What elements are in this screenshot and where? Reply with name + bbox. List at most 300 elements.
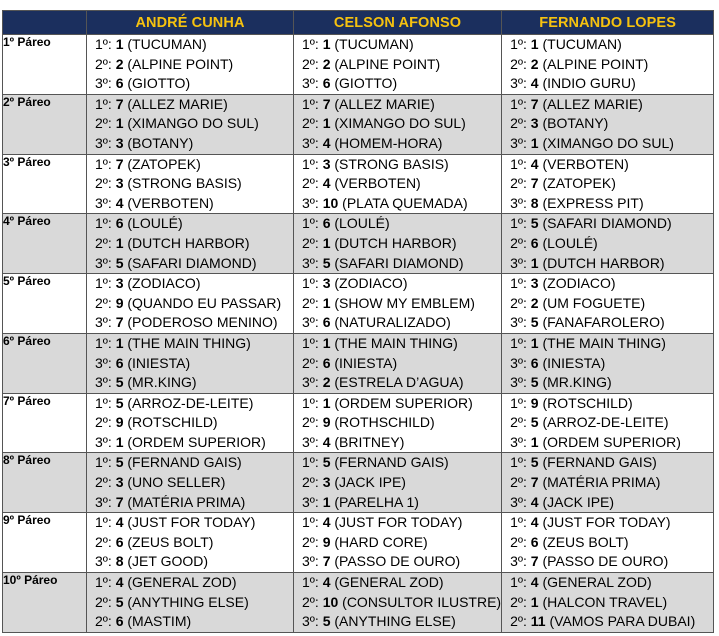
pick-line [294, 313, 501, 333]
horse-number: 6 [322, 314, 331, 331]
pick-line [502, 354, 713, 374]
race-row [3, 333, 714, 393]
pick-line [294, 413, 501, 433]
horse-number: 5 [322, 454, 331, 471]
horse-number: 3 [322, 474, 331, 491]
horse-name: (ZATOPEK) [542, 175, 616, 192]
race-label: 1º Páreo [3, 35, 87, 95]
horse-number: 5 [322, 613, 331, 630]
pick-line [294, 134, 501, 154]
pick-position: 3º: [510, 134, 527, 151]
pick-position: 1º: [95, 95, 112, 112]
pick-position: 2º: [302, 474, 319, 491]
pick-line [294, 493, 501, 513]
horse-name: (ZODIACO) [542, 275, 616, 292]
pick-line [87, 254, 293, 274]
pick-position: 1º: [302, 454, 319, 471]
horse-name: (DUTCH HARBOR) [542, 254, 665, 271]
horse-number: 7 [115, 95, 124, 112]
picks-table [2, 10, 714, 633]
horse-name: (SAFARI DIAMOND) [127, 254, 257, 271]
pick-position: 2º: [510, 593, 527, 610]
horse-name: (SAFARI DIAMOND) [542, 215, 672, 232]
horse-number: 1 [322, 234, 331, 251]
pick-cell [502, 154, 714, 214]
horse-number: 3 [322, 275, 331, 292]
pick-line [294, 573, 501, 593]
race-label: 3º Páreo [3, 154, 87, 214]
pick-position: 2º: [95, 593, 112, 610]
pick-line [502, 413, 713, 433]
pick-line [294, 174, 501, 194]
horse-number: 1 [322, 334, 331, 351]
horse-number: 5 [530, 454, 539, 471]
horse-number: 6 [322, 215, 331, 232]
pick-position: 3º: [510, 194, 527, 211]
pick-position: 2º: [510, 115, 527, 132]
pick-cell [502, 333, 714, 393]
pick-position: 1º: [510, 394, 527, 411]
horse-number: 5 [115, 454, 124, 471]
header-fernando-lopes: FERNANDO LOPES [502, 11, 714, 35]
horse-name: (JET GOOD) [127, 553, 209, 570]
horse-name: (GENERAL ZOD) [334, 574, 444, 591]
pick-cell [87, 214, 294, 274]
pick-line [87, 413, 293, 433]
pick-cell [502, 393, 714, 453]
pick-line [294, 35, 501, 55]
pick-position: 2º: [95, 234, 112, 251]
horse-name: (ORDEM SUPERIOR) [334, 394, 473, 411]
horse-number: 4 [322, 175, 331, 192]
pick-position: 1º: [510, 95, 527, 112]
horse-name: (ROTHSCHILD) [334, 414, 435, 431]
pick-line [294, 394, 501, 414]
horse-number: 4 [322, 433, 331, 450]
race-label: 7º Páreo [3, 393, 87, 453]
horse-number: 7 [322, 95, 331, 112]
horse-name: (UM FOGUETE) [542, 294, 646, 311]
horse-name: (MATÉRIA PRIMA) [127, 493, 246, 510]
pick-line [502, 174, 713, 194]
race-label: 4º Páreo [3, 214, 87, 274]
pick-line [502, 55, 713, 75]
horse-name: (SHOW MY EMBLEM) [334, 294, 475, 311]
pick-line [502, 274, 713, 294]
pick-cell [294, 35, 502, 95]
race-label: 2º Páreo [3, 94, 87, 154]
pick-position: 2º: [95, 474, 112, 491]
horse-number: 9 [115, 414, 124, 431]
pick-line [294, 552, 501, 572]
race-label: 10º Páreo [3, 573, 87, 633]
pick-line [87, 513, 293, 533]
horse-name: (LOULÉ) [334, 215, 390, 232]
pick-position: 1º: [302, 394, 319, 411]
pick-position: 2º: [302, 593, 319, 610]
pick-position: 1º: [95, 215, 112, 232]
horse-number: 9 [322, 414, 331, 431]
horse-number: 6 [530, 234, 539, 251]
pick-line [87, 573, 293, 593]
horse-name: (FERNAND GAIS) [334, 454, 449, 471]
horse-name: (HOMEM-HORA) [334, 134, 443, 151]
race-label: 5º Páreo [3, 274, 87, 334]
pick-position: 2º: [95, 533, 112, 550]
horse-number: 11 [530, 613, 546, 630]
pick-line [87, 294, 293, 314]
horse-name: (JACK IPE) [542, 493, 615, 510]
pick-position: 2º: [95, 55, 112, 72]
pick-line [502, 573, 713, 593]
horse-number: 4 [115, 514, 124, 531]
horse-number: 1 [115, 433, 124, 450]
pick-line [502, 433, 713, 453]
pick-cell [502, 214, 714, 274]
pick-position: 2º: [95, 115, 112, 132]
pick-cell [294, 513, 502, 573]
pick-position: 2º: [510, 613, 527, 630]
pick-line [502, 334, 713, 354]
horse-name: (VERBOTEN) [334, 175, 421, 192]
pick-cell [502, 513, 714, 573]
pick-position: 1º: [510, 334, 527, 351]
horse-name: (FERNAND GAIS) [127, 454, 242, 471]
horse-name: (BOTANY) [542, 115, 609, 132]
pick-position: 3º: [302, 194, 319, 211]
horse-number: 4 [530, 155, 539, 172]
horse-number: 6 [115, 613, 124, 630]
pick-cell [502, 453, 714, 513]
pick-position: 3º: [95, 75, 112, 92]
horse-name: (MR.KING) [127, 374, 197, 391]
pick-line [502, 114, 713, 134]
pick-position: 2º: [302, 354, 319, 371]
horse-number: 5 [322, 254, 331, 271]
horse-number: 4 [530, 574, 539, 591]
horse-number: 7 [530, 95, 539, 112]
pick-position: 3º: [302, 553, 319, 570]
pick-position: 2º: [302, 533, 319, 550]
pick-line [294, 214, 501, 234]
pick-cell [87, 35, 294, 95]
horse-number: 3 [115, 175, 124, 192]
pick-position: 2º: [95, 175, 112, 192]
horse-number: 6 [530, 354, 539, 371]
horse-name: (QUANDO EU PASSAR) [127, 294, 282, 311]
pick-line [87, 593, 293, 613]
pick-position: 2º: [302, 55, 319, 72]
pick-line [502, 74, 713, 94]
race-row [3, 274, 714, 334]
horse-name: (ARROZ-DE-LEITE) [542, 414, 669, 431]
pick-position: 3º: [302, 314, 319, 331]
horse-number: 6 [115, 354, 124, 371]
pick-line [294, 373, 501, 393]
horse-name: (HARD CORE) [334, 533, 428, 550]
pick-cell [87, 274, 294, 334]
horse-name: (VAMOS PARA DUBAI) [549, 613, 696, 630]
horse-number: 1 [115, 115, 124, 132]
pick-position: 2º: [510, 474, 527, 491]
pick-cell [294, 274, 502, 334]
horse-number: 10 [322, 593, 339, 610]
pick-position: 3º: [95, 194, 112, 211]
pick-line [294, 612, 501, 632]
pick-cell [294, 333, 502, 393]
pick-line [294, 274, 501, 294]
horse-name: (ARROZ-DE-LEITE) [127, 394, 254, 411]
pick-position: 1º: [510, 574, 527, 591]
pick-line [294, 294, 501, 314]
pick-line [87, 612, 293, 632]
pick-line [87, 354, 293, 374]
pick-line [502, 473, 713, 493]
horse-name: (THE MAIN THING) [542, 334, 666, 351]
horse-name: (ZEUS BOLT) [127, 533, 214, 550]
horse-number: 1 [530, 36, 539, 52]
horse-name: (STRONG BASIS) [334, 155, 449, 172]
pick-cell [87, 573, 294, 633]
pick-line [294, 334, 501, 354]
horse-number: 7 [115, 314, 124, 331]
pick-line [87, 533, 293, 553]
pick-line [502, 552, 713, 572]
pick-line [87, 234, 293, 254]
horse-name: (JUST FOR TODAY) [334, 514, 463, 531]
horse-name: (INIESTA) [542, 354, 606, 371]
horse-name: (ESTRELA D’AGUA) [334, 374, 464, 391]
pick-line [502, 533, 713, 553]
horse-name: (TUCUMAN) [127, 36, 207, 52]
horse-name: (BRITNEY) [334, 433, 405, 450]
pick-cell [294, 573, 502, 633]
picks-table-wrapper [2, 10, 714, 633]
horse-name: (TUCUMAN) [334, 36, 414, 52]
pick-position: 2º: [95, 613, 112, 630]
pick-position: 1º: [510, 454, 527, 471]
pick-position: 3º: [510, 374, 527, 391]
pick-line [294, 593, 501, 613]
horse-number: 4 [322, 574, 331, 591]
pick-line [87, 433, 293, 453]
pick-position: 1º: [95, 574, 112, 591]
pick-line [502, 155, 713, 175]
horse-number: 5 [115, 394, 124, 411]
horse-name: (ROTSCHILD) [127, 414, 218, 431]
horse-number: 3 [115, 275, 124, 292]
horse-number: 1 [322, 294, 331, 311]
horse-number: 1 [530, 593, 539, 610]
horse-name: (ANYTHING ELSE) [334, 613, 456, 630]
pick-position: 3º: [510, 354, 527, 371]
pick-line [502, 214, 713, 234]
pick-line [502, 234, 713, 254]
race-row [3, 573, 714, 633]
horse-name: (EXPRESS PIT) [542, 194, 644, 211]
pick-position: 1º: [510, 36, 527, 52]
pick-position: 3º: [95, 254, 112, 271]
header-celson-afonso: CELSON AFONSO [294, 11, 502, 35]
horse-name: (TUCUMAN) [542, 36, 622, 52]
horse-number: 5 [115, 593, 124, 610]
horse-number: 5 [530, 374, 539, 391]
horse-number: 7 [530, 553, 539, 570]
pick-line [294, 234, 501, 254]
horse-number: 9 [530, 394, 539, 411]
pick-position: 1º: [95, 454, 112, 471]
horse-number: 1 [322, 493, 331, 510]
horse-name: (VERBOTEN) [542, 155, 629, 172]
pick-position: 2º: [302, 414, 319, 431]
horse-number: 4 [530, 514, 539, 531]
horse-name: (JACK IPE) [334, 474, 406, 491]
pick-line [502, 453, 713, 473]
pick-position: 3º: [302, 493, 319, 510]
pick-cell [502, 94, 714, 154]
horse-number: 1 [115, 36, 124, 52]
horse-number: 1 [115, 334, 124, 351]
horse-number: 2 [115, 55, 124, 72]
horse-name: (HALCON TRAVEL) [542, 593, 668, 610]
pick-position: 1º: [302, 95, 319, 112]
pick-line [87, 453, 293, 473]
pick-line [294, 74, 501, 94]
horse-name: (GIOTTO) [334, 75, 398, 92]
horse-number: 4 [115, 574, 124, 591]
horse-number: 1 [530, 134, 539, 151]
horse-name: (NATURALIZADO) [334, 314, 451, 331]
horse-number: 4 [530, 75, 539, 92]
horse-number: 8 [530, 194, 539, 211]
pick-line [294, 354, 501, 374]
horse-name: (JUST FOR TODAY) [542, 514, 671, 531]
pick-position: 3º: [302, 613, 319, 630]
pick-position: 2º: [510, 55, 527, 72]
pick-position: 1º: [302, 334, 319, 351]
horse-name: (GENERAL ZOD) [127, 574, 237, 591]
pick-position: 3º: [510, 553, 527, 570]
race-label: 8º Páreo [3, 453, 87, 513]
horse-name: (SAFARI DIAMOND) [334, 254, 464, 271]
pick-line [294, 155, 501, 175]
pick-position: 1º: [95, 275, 112, 292]
horse-name: (PASSO DE OURO) [334, 553, 461, 570]
pick-cell [294, 94, 502, 154]
pick-line [87, 74, 293, 94]
horse-name: (ALPINE POINT) [542, 55, 649, 72]
race-row [3, 513, 714, 573]
horse-name: (ORDEM SUPERIOR) [542, 433, 681, 450]
horse-number: 5 [530, 414, 539, 431]
horse-number: 1 [115, 234, 124, 251]
pick-line [87, 174, 293, 194]
pick-cell [502, 573, 714, 633]
pick-line [502, 612, 713, 632]
pick-position: 1º: [95, 394, 112, 411]
race-label: 9º Páreo [3, 513, 87, 573]
pick-line [502, 313, 713, 333]
pick-line [294, 513, 501, 533]
horse-number: 1 [530, 334, 539, 351]
horse-name: (LOULÉ) [542, 234, 598, 251]
horse-name: (BOTANY) [127, 134, 194, 151]
horse-number: 6 [530, 533, 539, 550]
pick-position: 3º: [510, 493, 527, 510]
horse-name: (INDIO GURU) [542, 75, 636, 92]
horse-number: 10 [322, 194, 339, 211]
pick-line [502, 294, 713, 314]
pick-line [502, 513, 713, 533]
pick-cell [87, 513, 294, 573]
race-row [3, 154, 714, 214]
pick-cell [87, 393, 294, 453]
horse-number: 9 [115, 294, 124, 311]
pick-cell [294, 453, 502, 513]
horse-name: (FANAFAROLERO) [542, 314, 665, 331]
pick-line [294, 194, 501, 214]
pick-position: 2º: [95, 414, 112, 431]
pick-line [87, 493, 293, 513]
horse-number: 6 [322, 354, 331, 371]
horse-number: 1 [322, 394, 331, 411]
pick-position: 2º: [302, 115, 319, 132]
horse-name: (ROTSCHILD) [542, 394, 633, 411]
horse-number: 4 [322, 134, 331, 151]
pick-line [502, 593, 713, 613]
pick-line [502, 194, 713, 214]
pick-line [294, 433, 501, 453]
pick-line [294, 254, 501, 274]
horse-name: (FERNAND GAIS) [542, 454, 657, 471]
pick-position: 3º: [95, 354, 112, 371]
horse-name: (GIOTTO) [127, 75, 191, 92]
pick-line [87, 274, 293, 294]
race-row [3, 393, 714, 453]
horse-number: 1 [322, 115, 331, 132]
pick-position: 3º: [510, 254, 527, 271]
pick-cell [294, 154, 502, 214]
pick-position: 3º: [302, 254, 319, 271]
race-label: 6º Páreo [3, 333, 87, 393]
pick-cell [87, 453, 294, 513]
pick-line [502, 394, 713, 414]
pick-position: 2º: [510, 414, 527, 431]
horse-number: 5 [530, 215, 539, 232]
horse-name: (THE MAIN THING) [334, 334, 458, 351]
pick-position: 3º: [95, 553, 112, 570]
pick-line [87, 373, 293, 393]
pick-position: 1º: [510, 275, 527, 292]
pick-position: 1º: [95, 36, 112, 52]
horse-name: (MR.KING) [542, 374, 612, 391]
horse-number: 8 [115, 553, 124, 570]
pick-line [294, 533, 501, 553]
horse-number: 2 [322, 55, 331, 72]
pick-cell [502, 274, 714, 334]
horse-name: (ZODIACO) [334, 275, 408, 292]
pick-line [502, 95, 713, 115]
horse-name: (ALPINE POINT) [334, 55, 441, 72]
pick-position: 1º: [302, 514, 319, 531]
horse-name: (INIESTA) [334, 354, 398, 371]
horse-name: (XIMANGO DO SUL) [542, 134, 674, 151]
horse-number: 6 [322, 75, 331, 92]
pick-position: 2º: [510, 533, 527, 550]
pick-line [502, 493, 713, 513]
pick-position: 3º: [302, 374, 319, 391]
pick-line [87, 473, 293, 493]
